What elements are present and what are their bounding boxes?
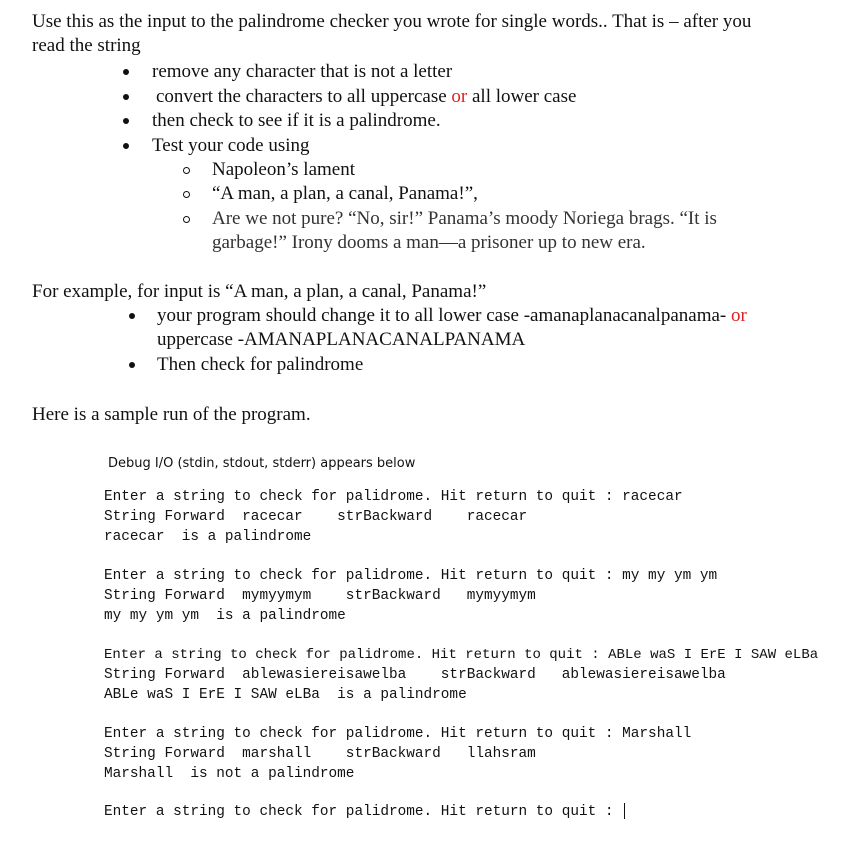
intro-line-1: Use this as the input to the palindrome checker you wrote for single words.. That is – after you [32,11,752,32]
console-result: my my ym ym is a palindrome [104,608,346,624]
bullet-icon [129,362,135,368]
console-result: Marshall is not a palindrome [104,766,355,782]
console-prompt: Enter a string to check for palidrome. Hit return to quit : my my ym ym [104,568,718,584]
console-result: racecar is a palindrome [104,529,312,545]
bullet-icon [123,118,129,124]
console-prompt: Enter a string to check for palidrome. Hit return to quit : racecar [104,489,683,505]
intro-line-2: read the string [32,35,141,56]
bullet-icon [129,313,135,319]
circle-bullet-icon [183,191,190,198]
bullet-icon [123,94,129,100]
console-forward-line: String Forward ablewasiereisawelba strBackward ablewasiereisawelba [104,667,726,683]
step-convert [156,85,576,109]
step-check: then check to see if it is a palindrome. [152,110,441,131]
step-remove: remove any character that is not a letter [152,61,453,82]
console-prompt: Enter a string to check for palidrome. Hit return to quit : ABLe waS I ErE I SAW eLBa [104,647,819,663]
console-result: ABLe waS I ErE I SAW eLBa is a palindrome [104,687,467,703]
console-forward-line: String Forward marshall strBackward llahsram [104,746,536,762]
bullet-icon [123,69,129,75]
example-heading: For example, for input is “A man, a plan, a canal, Panama!” [32,281,487,302]
test-case-3-line-2: garbage!” Irony dooms a man—a prisoner up to new era. [212,232,646,253]
circle-bullet-icon [183,216,190,223]
example-bullet-2: Then check for palindrome [157,354,364,375]
console-prompt: Enter a string to check for palidrome. Hit return to quit : Marshall [104,726,692,742]
console-final-prompt: Enter a string to check for palidrome. Hit return to quit : [104,804,623,820]
bullet-icon [123,143,129,149]
example-bullet-1-line-1 [157,304,747,328]
example-lowercase-text: your program should change it to all lower case -amanaplanacanalpanama- [157,305,731,326]
console-forward-line: String Forward racecar strBackward racecar [104,509,528,525]
step-test: Test your code using [152,135,310,156]
example-bullet-1-line-2: uppercase -AMANAPLANACANALPANAMA [157,329,526,350]
test-case-3-line-1: Are we not pure? “No, sir!” Panama’s moody Noriega brags. “It is [212,208,717,229]
test-case-1: Napoleon’s lament [212,159,355,180]
step-convert-tail: all lower case [467,86,577,107]
console-forward-line: String Forward mymyymym strBackward mymyymym [104,588,536,604]
console-input-line[interactable] [104,802,625,822]
test-case-2: “A man, a plan, a canal, Panama!”, [212,183,478,204]
step-convert-text: convert the characters to all uppercase [156,86,452,107]
or-highlight: or [730,305,747,326]
text-cursor [624,803,625,819]
sample-run-heading: Here is a sample run of the program. [32,404,311,425]
or-highlight: or [451,86,468,107]
circle-bullet-icon [183,167,190,174]
console-header: Debug I/O (stdin, stdout, stderr) appears below [108,456,416,471]
